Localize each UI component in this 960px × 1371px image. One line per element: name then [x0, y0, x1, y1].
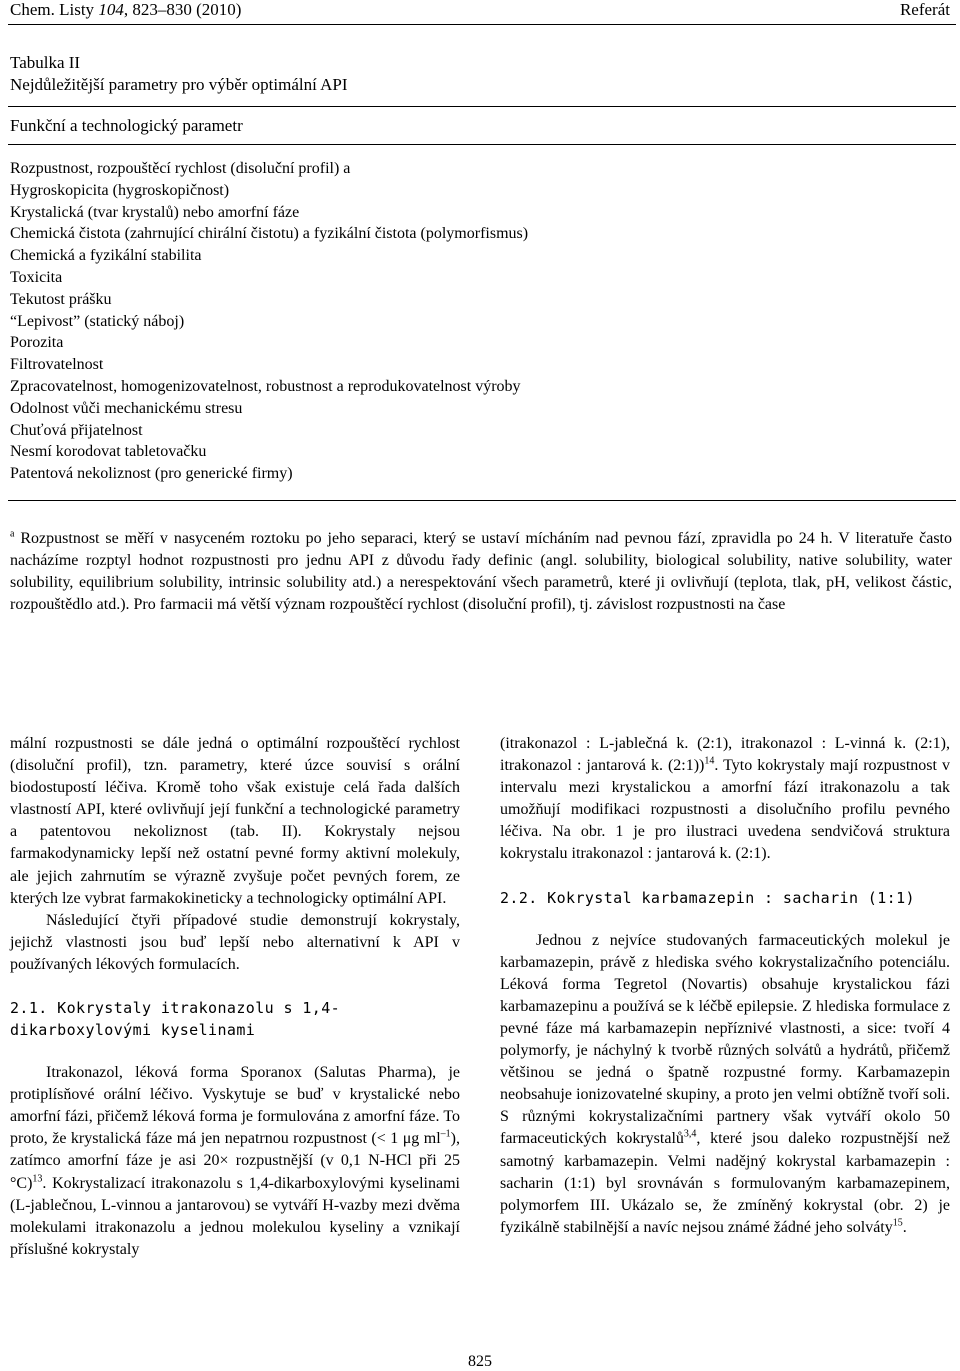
- table-row: Krystalická (tvar krystalů) nebo amorfní fáze: [10, 203, 300, 221]
- parameter-list: [10, 158, 528, 485]
- paragraph-text: . Tyto kokrystaly mají rozpustnost v intervalu mezi krystalickou a amorfní fází itrakonazolu a tak umožňují modifikaci rozpustnosti a disolučního profilu pevného léčiva. Na obr. 1 je pro ilustraci uvedena sendvičová struktura kokrystalu itrakonazol : jantarová k. (2:1).: [500, 757, 950, 863]
- paragraph: [10, 1062, 460, 1261]
- paragraph-text: , které jsou daleko rozpustnější než samotný karbamazepin. Velmi nadějný kokrystal karbamazepin : sacharin (1:1) byl srovnáván s formulovaným karbamazepinem, polymorfem III. Ukázalo se, že zmíněný kokrystal (obr. 2) je fyzikálně stabilnější a navíc nejsou známé žádné jeho solváty: [500, 1130, 950, 1236]
- table-row: Zpracovatelnost, homogenizovatelnost, robustnost a reprodukovatelnost výroby: [10, 377, 521, 395]
- table-row: Nesmí korodovat tabletovačku: [10, 443, 207, 461]
- right-column: [500, 733, 950, 1239]
- journal-pages: , 823–830 (2010): [123, 0, 242, 19]
- table-row: Chuťová přijatelnost: [10, 421, 143, 439]
- table-footnote: [10, 528, 952, 616]
- left-column: [10, 733, 460, 1261]
- journal-citation: [10, 0, 241, 20]
- paragraph-text: Itrakonazol, léková forma Sporanox (Salutas Pharma), je protiplísňové orální léčivo. Vyskytuje se buď v krystalické nebo amorfní fázi, přičemž léková forma je formulována z amorfní fáze. To proto, že krystalická fáze má jen nepatrnou rozpustnost (< 1 μg ml: [10, 1064, 460, 1148]
- table-row: Tekutost prášku: [10, 290, 112, 308]
- table-title: Nejdůležitější parametry pro výběr optimální API: [10, 75, 348, 94]
- paragraph-text: .: [902, 1218, 907, 1236]
- citation-ref: 15: [892, 1217, 903, 1229]
- journal-volume: 104: [98, 0, 124, 19]
- table-caption: [10, 52, 348, 96]
- header-rule: [8, 24, 956, 25]
- table-label: Tabulka II: [10, 53, 81, 72]
- paragraph-text: Jednou z nejvíce studovaných farmaceutických molekul je karbamazepin, právě z hlediska svého kokrystalizačního potenciálu. Léková forma Tegretol (Novartis) obsahuje krystalickou fázi karbamazepinu a používá se k léčbě epilepsie. Z hlediska formulace z pevné fáze má karbamazepin nepříznivé vlastnosti, a sice: tvoří 4 polymorfy, je náchylný k tvorbě různých solvátů a hydrátů, přičemž většinou se jedná o špatně rozpustné formy. Karbamazepin neobsahuje ionizovatelné skupiny, a proto jen velmi obtížně tvoří soli. S různými kokrystalizačními partnery však vytváří okolo 50 farmaceutických kokrystalů: [500, 931, 950, 1148]
- page-header: [10, 0, 950, 22]
- citation-ref: 13: [32, 1173, 43, 1185]
- section-heading: 2.1. Kokrystaly itrakonazolu s 1,4-dikarboxylovými kyselinami: [10, 999, 341, 1040]
- paragraph: mální rozpustnosti se dále jedná o optimální rozpouštěcí rychlost (disoluční profil), tzn. parametry, které úzce souvisí s orální biodostupostí léčiva. Kromě toho však existuje celá řada dalších vlastností API, které ovlivňují její funkční a technologické parametry a patentovou nekoliznost (tab. II). Kokrystaly nejsou farmakodynamicky lepší než ostatní pevné formy aktivní molekuly, ale jejich zahrnutím se výrazně zvyšuje počet pevných forem, ze kterých lze vybrat farmakokineticky a technologicky optimální API.: [10, 735, 460, 907]
- paragraph-text: (itrakonazol : L-jablečná k. (2:1), itrakonazol : L-vinná k. (2:1), itrakonazol : jantarová k. (2:1)): [500, 735, 950, 775]
- table-row: Patentová nekoliznost (pro generické firmy): [10, 465, 293, 483]
- paragraph: [500, 733, 950, 866]
- superscript: –1: [440, 1128, 451, 1140]
- paragraph: Následující čtyři případové studie demonstrují kokrystaly, jejichž vlastnosti jsou buď lepší nebo alternativní k API v používaných lékových formulacích.: [10, 911, 460, 973]
- table-header-rule: [8, 144, 956, 145]
- table-row: Rozpustnost, rozpouštěcí rychlost (disoluční profil) a: [10, 160, 351, 177]
- page-number: 825: [468, 1353, 492, 1370]
- footnote-mark: a: [10, 528, 15, 540]
- footnote-text: Rozpustnost se měří v nasyceném roztoku po jeho separaci, který se ustaví mícháním nad pevnou fází, zpravidla po 24 h. V literatuře často nacházíme rozptyl hodnot rozpustnosti pro jednu API z důvodu řady definic (angl. solubility, biological solubility, native solubility, water solubility, equilibrium solubility, intrinsic solubility atd.) a nerespektování všech parametrů, které ji ovlivňují (teplota, tlak, pH, velikost částic, rozpouštědlo atd.). Pro farmacii má větší význam rozpouštěcí rychlost (disoluční profil), tj. závislost rozpustnosti na čase: [10, 530, 953, 613]
- table-row: Toxicita: [10, 268, 63, 286]
- paragraph-text: . Kokrystalizací itrakonazolu s 1,4-dikarboxylovými kyselinami (L-jablečnou, L-vinnou a jantarovou) se vytváří H-vazby mezi dvěma molekulami itrakonazolu a jednou molekulou kyseliny a vznikají příslušné kokrystaly: [10, 1174, 460, 1258]
- table-column-header: Funkční a technologický parametr: [10, 116, 243, 135]
- section-heading: 2.2. Kokrystal karbamazepin : sacharin (1:1): [500, 888, 915, 907]
- table-row: Filtrovatelnost: [10, 356, 104, 374]
- paragraph: [500, 930, 950, 1239]
- table-row: Odolnost vůči mechanickému stresu: [10, 399, 243, 417]
- citation-ref: 14: [704, 755, 715, 767]
- table-row: “Lepivost” (statický náboj): [10, 312, 185, 330]
- table-row: Chemická čistota (zahrnující chirální čistotu) a fyzikální čistota (polymorfismus): [10, 225, 529, 243]
- table-row: Hygroskopicita (hygroskopičnost): [10, 181, 230, 199]
- table-bottom-rule: [8, 500, 956, 501]
- paragraph-text: ), zatímco amorfní fáze je asi 20× rozpustnější (v 0,1 N-HCl při 25 °C): [10, 1130, 460, 1192]
- citation-ref: 3,4: [683, 1129, 697, 1141]
- table-row: Porozita: [10, 334, 64, 352]
- section-label: Referát: [899, 0, 950, 19]
- journal-name: Chem. Listy: [10, 0, 95, 19]
- table-top-rule: [8, 106, 956, 107]
- table-row: Chemická a fyzikální stabilita: [10, 247, 202, 265]
